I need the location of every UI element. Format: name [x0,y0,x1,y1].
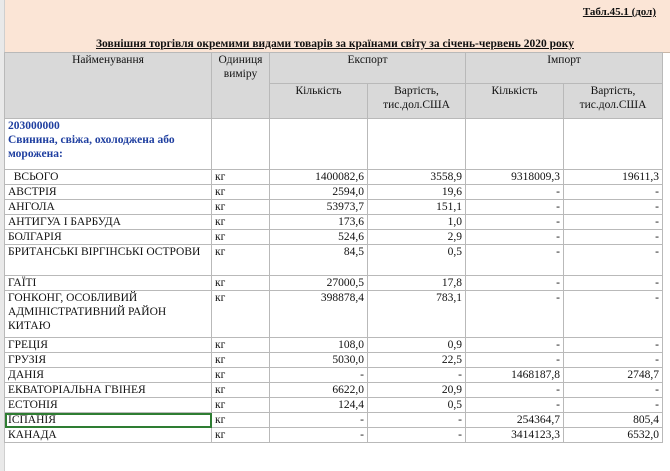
unit-cell[interactable]: кг [212,413,270,428]
import-qty-cell[interactable]: 3414123,3 [466,428,564,443]
section-cell[interactable] [5,119,212,170]
unit-cell[interactable]: кг [212,383,270,398]
header-import-qty[interactable]: Кількість [466,84,564,119]
import-qty-cell[interactable]: 254364,7 [466,413,564,428]
unit-cell[interactable]: кг [212,230,270,245]
export-value-cell[interactable]: 3558,9 [368,170,466,185]
export-value-cell[interactable]: 0,5 [368,398,466,413]
import-value-cell[interactable]: - [564,291,663,338]
import-qty-cell[interactable]: - [466,276,564,291]
export-qty-cell[interactable]: 124,4 [270,398,368,413]
export-value-cell[interactable]: - [368,413,466,428]
import-qty-cell[interactable]: - [466,291,564,338]
export-value-cell[interactable]: 2,9 [368,230,466,245]
export-value-cell[interactable]: - [368,368,466,383]
import-qty-cell[interactable]: 1468187,8 [466,368,564,383]
import-qty-cell[interactable]: - [466,200,564,215]
unit-cell[interactable]: кг [212,185,270,200]
import-qty-cell[interactable]: - [466,353,564,368]
country-cell[interactable]: ГРЕЦІЯ [5,338,212,353]
header-unit[interactable]: Одиниця виміру [212,53,270,119]
import-value-cell[interactable]: - [564,276,663,291]
table-row [5,291,663,338]
import-qty-cell[interactable]: - [466,185,564,200]
import-value-cell[interactable]: - [564,230,663,245]
export-qty-cell[interactable]: 1400082,6 [270,170,368,185]
export-qty-cell[interactable]: - [270,368,368,383]
export-qty-cell[interactable]: 53973,7 [270,200,368,215]
import-qty-cell[interactable]: - [466,383,564,398]
import-qty-cell[interactable]: - [466,338,564,353]
country-cell[interactable]: ГРУЗІЯ [5,353,212,368]
table-reference[interactable]: Табл.45.1 (дол) [582,6,656,18]
import-value-cell[interactable]: - [564,398,663,413]
export-qty-cell[interactable]: 398878,4 [270,291,368,338]
data-table [4,52,663,443]
unit-cell[interactable]: кг [212,353,270,368]
table-row [5,185,663,200]
unit-cell[interactable]: кг [212,291,270,338]
export-qty-cell[interactable]: 5030,0 [270,353,368,368]
country-cell[interactable]: АВСТРІЯ [5,185,212,200]
table-row [5,353,663,368]
table-row [5,338,663,353]
header-import[interactable]: Імпорт [466,53,663,84]
export-value-cell[interactable]: 151,1 [368,200,466,215]
export-value-cell[interactable]: 20,9 [368,383,466,398]
export-qty-cell[interactable]: 27000,5 [270,276,368,291]
import-value-cell[interactable]: 19611,3 [564,170,663,185]
import-value-cell[interactable]: - [564,245,663,276]
unit-cell[interactable]: кг [212,170,270,185]
country-cell[interactable]: ГОНКОНГ, ОСОБЛИВИЙ АДМІНІСТРАТИВНИЙ РАЙОН КИТАЮ [5,291,212,338]
import-qty-cell[interactable]: - [466,215,564,230]
country-cell[interactable]: КАНАДА [5,428,212,443]
table-row [5,368,663,383]
unit-cell[interactable]: кг [212,398,270,413]
import-qty-cell[interactable]: - [466,245,564,276]
import-value-cell[interactable]: 805,4 [564,413,663,428]
import-value-cell[interactable]: - [564,353,663,368]
import-qty-cell[interactable]: 9318009,3 [466,170,564,185]
header-export-qty[interactable]: Кількість [270,84,368,119]
table-row [5,200,663,215]
export-qty-cell[interactable]: 173,6 [270,215,368,230]
country-cell[interactable]: ІСПАНІЯ [5,413,212,428]
export-value-cell[interactable]: - [368,428,466,443]
section-code: 203000000 [8,120,60,132]
table-row [5,215,663,230]
header-export[interactable]: Експорт [270,53,466,84]
empty-cell[interactable] [564,119,663,170]
export-qty-cell[interactable]: 108,0 [270,338,368,353]
export-qty-cell[interactable]: 2594,0 [270,185,368,200]
table-row [5,383,663,398]
country-cell[interactable]: ВСЬОГО [5,170,212,185]
import-qty-cell[interactable]: - [466,398,564,413]
export-value-cell[interactable]: 22,5 [368,353,466,368]
country-cell[interactable]: БОЛГАРІЯ [5,230,212,245]
unit-cell[interactable]: кг [212,215,270,230]
export-value-cell[interactable]: 19,6 [368,185,466,200]
export-qty-cell[interactable]: - [270,413,368,428]
table-row [5,170,663,185]
empty-cell[interactable] [368,119,466,170]
table-row [5,428,663,443]
country-cell[interactable]: ГАЇТІ [5,276,212,291]
table-row [5,230,663,245]
export-qty-cell[interactable]: - [270,428,368,443]
import-value-cell[interactable]: - [564,383,663,398]
country-cell[interactable]: ЕКВАТОРІАЛЬНА ГВІНЕЯ [5,383,212,398]
table-row [5,245,663,276]
unit-cell[interactable]: кг [212,368,270,383]
section-description: Свинина, свіжа, охолоджена або морожена: [8,134,175,160]
table-row [5,413,663,428]
country-cell[interactable]: АНГОЛА [5,200,212,215]
import-value-cell[interactable]: 2748,7 [564,368,663,383]
unit-cell[interactable]: кг [212,276,270,291]
table-row [5,276,663,291]
country-cell[interactable]: АНТИГУА І БАРБУДА [5,215,212,230]
country-cell[interactable]: ЕСТОНІЯ [5,398,212,413]
import-value-cell[interactable]: - [564,185,663,200]
country-cell[interactable]: ДАНІЯ [5,368,212,383]
export-value-cell[interactable]: 783,1 [368,291,466,338]
unit-cell[interactable]: кг [212,338,270,353]
import-value-cell[interactable]: - [564,215,663,230]
export-qty-cell[interactable]: 84,5 [270,245,368,276]
country-cell[interactable]: БРИТАНСЬКІ ВІРГІНСЬКІ ОСТРОВИ [5,245,212,276]
export-value-cell[interactable]: 1,0 [368,215,466,230]
export-value-cell[interactable]: 0,5 [368,245,466,276]
export-value-cell[interactable]: 17,8 [368,276,466,291]
header-name[interactable]: Найменування [5,53,212,119]
empty-cell[interactable] [212,119,270,170]
header-export-value[interactable]: Вартість, тис.дол.США [368,84,466,119]
unit-cell[interactable]: кг [212,200,270,215]
import-value-cell[interactable]: 6532,0 [564,428,663,443]
import-value-cell[interactable]: - [564,200,663,215]
export-qty-cell[interactable]: 6622,0 [270,383,368,398]
export-qty-cell[interactable]: 524,6 [270,230,368,245]
export-value-cell[interactable]: 0,9 [368,338,466,353]
import-value-cell[interactable]: - [564,338,663,353]
empty-cell[interactable] [466,119,564,170]
header-import-value[interactable]: Вартість, тис.дол.США [564,84,663,119]
empty-cell[interactable] [270,119,368,170]
unit-cell[interactable]: кг [212,245,270,276]
import-qty-cell[interactable]: - [466,230,564,245]
unit-cell[interactable]: кг [212,428,270,443]
table-row [5,398,663,413]
table-title[interactable]: Зовнішня торгівля окремими видами товарів за країнами світу за січень-червень 2020 року [95,38,574,50]
